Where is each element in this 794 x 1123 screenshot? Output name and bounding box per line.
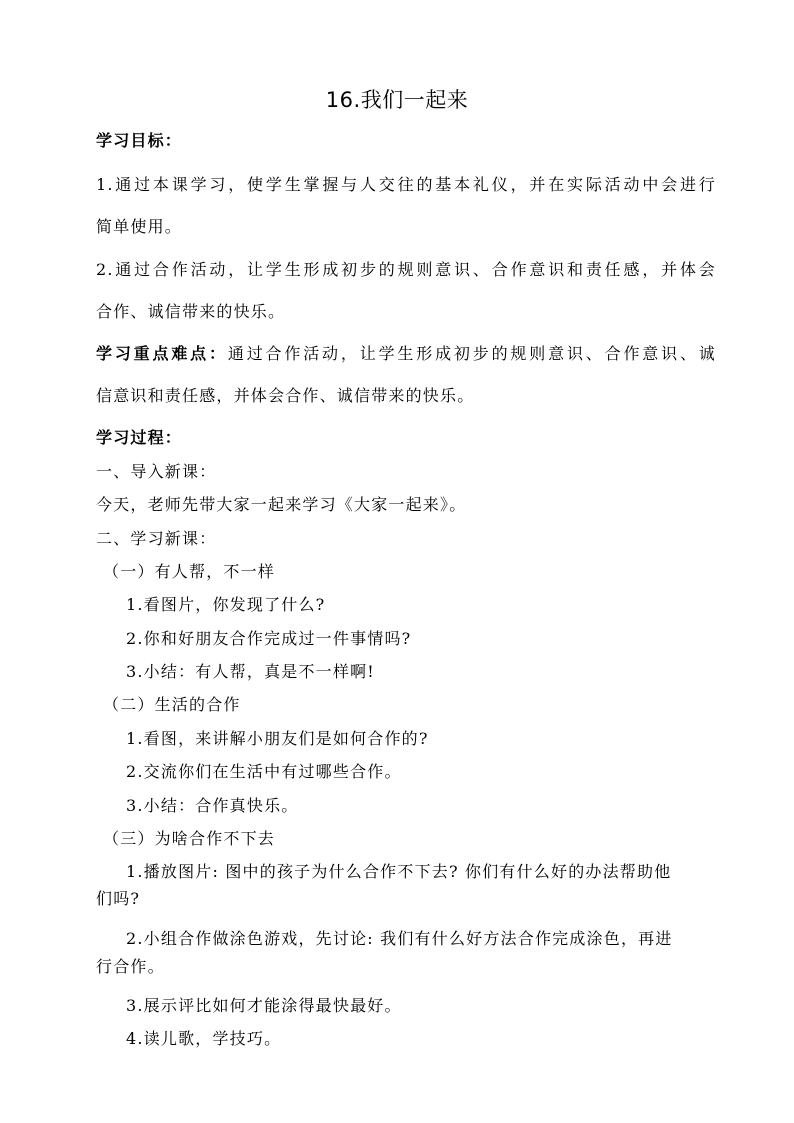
goal-1-line-1: 1.通过本课学习，使学生掌握与人交往的基本礼仪，并在实际活动中会进行: [96, 175, 716, 194]
section-2-item: 3.小结：合作真快乐。: [126, 796, 299, 815]
section-1-item: 2.你和好朋友合作完成过一件事情吗?: [126, 629, 412, 648]
section-2-item: 1.看图，来讲解小朋友们是如何合作的?: [126, 729, 429, 748]
section-1-item: 3.小结：有人帮，真是不一样啊!: [126, 662, 375, 681]
section-3-item-3: 3.展示评比如何才能涂得最快最好。: [126, 996, 402, 1015]
section-3-item-1-line-2: 们吗?: [96, 889, 141, 908]
section-2-title: （二）生活的合作: [103, 695, 241, 714]
key-points-heading: 学习重点难点：: [96, 344, 228, 363]
section-3-item-1-line-1: 1.播放图片: 图中的孩子为什么合作不下去? 你们有什么好的办法帮助他: [126, 862, 672, 881]
section-3-item-2-line-1: 2.小组合作做涂色游戏，先讨论: 我们有什么好方法合作完成涂色，再进: [126, 929, 673, 948]
key-points-line-1: [96, 341, 716, 364]
section-2-item: 2.交流你们在生活中有过哪些合作。: [126, 762, 402, 781]
section-1-title: （一）有人帮，不一样: [103, 562, 276, 581]
process-heading: 学习过程：: [96, 428, 183, 447]
part-1-title: 一、导入新课：: [96, 462, 217, 481]
section-3-item-2-line-2: 行合作。: [96, 957, 165, 976]
key-points-text-1: 通过合作活动，让学生形成初步的规则意识、合作意识、诚: [227, 344, 717, 363]
goals-heading: 学习目标：: [96, 131, 183, 150]
section-3-item-4: 4.读儿歌，学技巧。: [126, 1029, 282, 1048]
part-2-title: 二、学习新课：: [96, 529, 217, 548]
section-3-title: （三）为啥合作不下去: [103, 829, 276, 848]
page-title: 16.我们一起来: [325, 88, 469, 112]
part-1-text: 今天，老师先带大家一起来学习《大家一起来》。: [96, 495, 467, 514]
goal-2-line-2: 合作、诚信带来的快乐。: [96, 302, 286, 321]
section-1-item: 1.看图片，你发现了什么?: [126, 595, 326, 614]
key-points-line-2: 信意识和责任感，并体会合作、诚信带来的快乐。: [96, 386, 475, 405]
goal-1-line-2: 简单使用。: [96, 217, 183, 236]
goal-2-line-1: 2.通过合作活动，让学生形成初步的规则意识、合作意识和责任感，并体会: [96, 260, 716, 279]
